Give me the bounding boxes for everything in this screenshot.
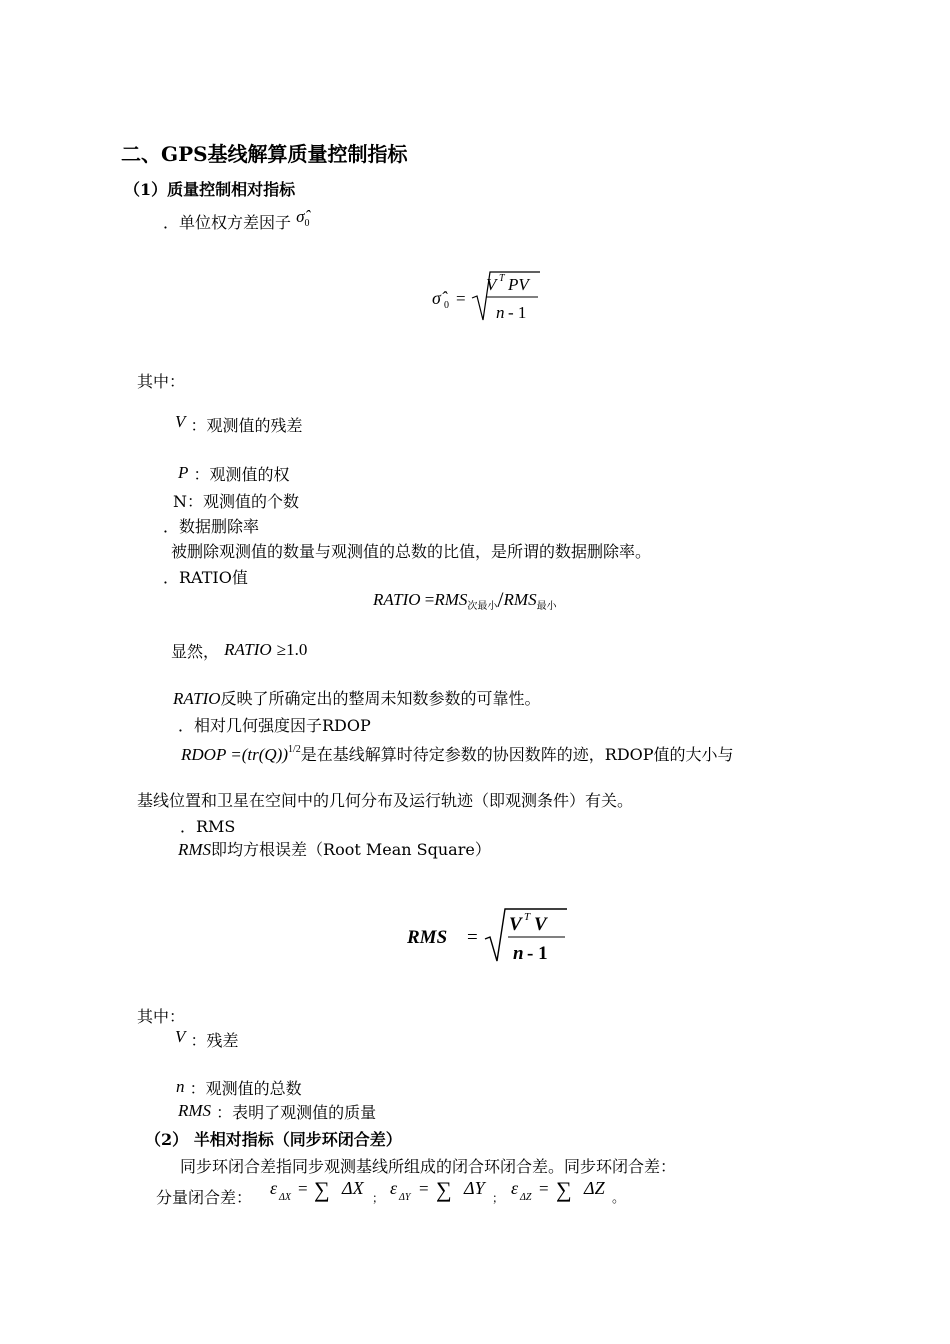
section2-title: （2） 半相对指标（同步环闭合差） [145,1130,402,1149]
end-mark: 。 [612,1190,626,1205]
delta-x: ΔX [342,1178,364,1198]
closure-formulas [268,1170,638,1210]
ratio-symbol-inline-2: RATIO [173,689,221,708]
ratio-description: 反映了所确定出的整周未知数参数的可靠性。 [220,689,541,708]
v-description: ：观测值的残差 [190,416,303,435]
rdop-formula: RDOP $=(tr(Q))^{1/2}$ [181,744,301,764]
sum-z: ∑ [556,1177,572,1202]
n2-definition [176,1076,302,1099]
component-closure-label: 分量闭合差： [156,1188,253,1207]
delta-z: ΔZ [584,1178,605,1198]
rms-symbol-1: RMS [434,590,468,609]
sep-1: ； [372,1191,385,1205]
pv-symbol: PV [508,275,529,294]
ratio-formula: RATIO $=RMS_{次最小}/RMS_{最小}$ [373,587,557,612]
n-definition: N：观测值的个数 [173,492,300,511]
rms-symbol-2: RMS [503,590,537,609]
n2-symbol-inline: n [176,1077,185,1096]
rms-equals-sign: = [467,927,478,948]
rms-description: 即均方根误差（Root Mean Square） [211,840,491,859]
item-data-delete: ．数据删除率 [163,517,260,536]
where-label-2: 其中： [137,1007,186,1026]
section2-description: 同步环闭合差指同步观测基线所组成的闭合环闭合差。同步环闭合差： [180,1157,677,1176]
delta-y: ΔY [464,1178,485,1198]
p-symbol-inline: P [178,463,189,482]
v-symbol: V [486,275,497,294]
rdop-line-1 [181,742,734,765]
sigma-hat-inline: $\sigmâ_0$ [296,207,310,229]
rms-v-symbol: V [509,914,522,935]
item-ratio: ．RATIO值 [163,568,248,587]
v2-definition [175,1028,239,1051]
v-symbol-inline: V [175,412,186,431]
rdop-description-1: 是在基线解算时待定参数的协因数阵的迹，RDOP值的大小与 [300,745,734,764]
eps-z: ε [511,1178,519,1198]
data-delete-description: 被删除观测值的数量与观测值的总数的比值，是所谓的数据删除率。 [171,542,652,561]
p-description: ：观测值的权 [193,465,290,484]
rms-formula-symbol: RMS [407,927,448,948]
v2-symbol-inline: V [175,1027,186,1046]
sum-y: ∑ [436,1177,452,1202]
eps-x: ε [270,1178,278,1198]
sqrt-radical [472,272,540,320]
n-symbol: n [496,303,505,322]
eps-z-sub: ΔZ [520,1192,532,1203]
eq-z: = [539,1179,549,1198]
sigma0-formula [430,268,550,328]
sum-x: ∑ [314,1177,330,1202]
rms-minus-one: - 1 [527,943,548,964]
rms-v-symbol-2: V [534,914,547,935]
where-label-1: 其中： [137,372,186,391]
item-rms: ．RMS [180,817,236,836]
sep-2: ； [492,1191,505,1205]
v2-description: ：残差 [190,1031,239,1050]
rms-sub-second-min: 次最小 [467,601,498,612]
equals-sign: = [456,289,466,308]
rms-n-symbol: n [513,943,524,964]
item-unit-weight [163,207,310,235]
rms-t-superscript: T [524,911,531,923]
rms2-symbol-inline: RMS [178,1101,212,1120]
rms-symbol-inline: RMS [178,840,212,859]
rms2-definition [178,1100,376,1123]
sigma-hat-symbol: σ̂ [432,288,441,308]
eps-y-sub: ΔY [399,1192,411,1203]
rms-sub-min: 最小 [536,601,557,612]
eq-x: = [298,1179,308,1198]
item-unit-weight-label: ．单位权方差因子 [163,213,292,232]
eps-y: ε [390,1178,398,1198]
obviously-label: 显然， [171,642,220,661]
rms2-description: ：表明了观测值的质量 [216,1103,377,1122]
n2-description: ：观测值的总数 [189,1079,302,1098]
ratio-symbol-inline: RATIO [224,640,272,659]
section1-title: （1）质量控制相对指标 [124,180,296,199]
rdop-description-2: 基线位置和卫星在空间中的几何分布及运行轨迹（即观测条件）有关。 [137,791,634,810]
t-superscript: T [499,273,505,284]
ratio-description-line [173,686,541,709]
ratio-symbol: RATIO [373,590,421,609]
eps-x-sub: ΔX [279,1192,291,1203]
ratio-value: ≥1.0 [276,640,308,659]
minus-one: - 1 [508,303,527,322]
v-definition [175,413,303,436]
page-heading: 二、GPS基线解算质量控制指标 [121,142,408,166]
ratio-obvious-line [171,639,307,662]
rms-formula [405,905,575,967]
sigma-sub-zero: 0 [444,300,449,311]
item-rdop: ．相对几何强度因子RDOP [178,716,371,735]
p-definition [178,462,290,485]
rms-description-line [178,837,491,860]
eq-y: = [419,1179,429,1198]
